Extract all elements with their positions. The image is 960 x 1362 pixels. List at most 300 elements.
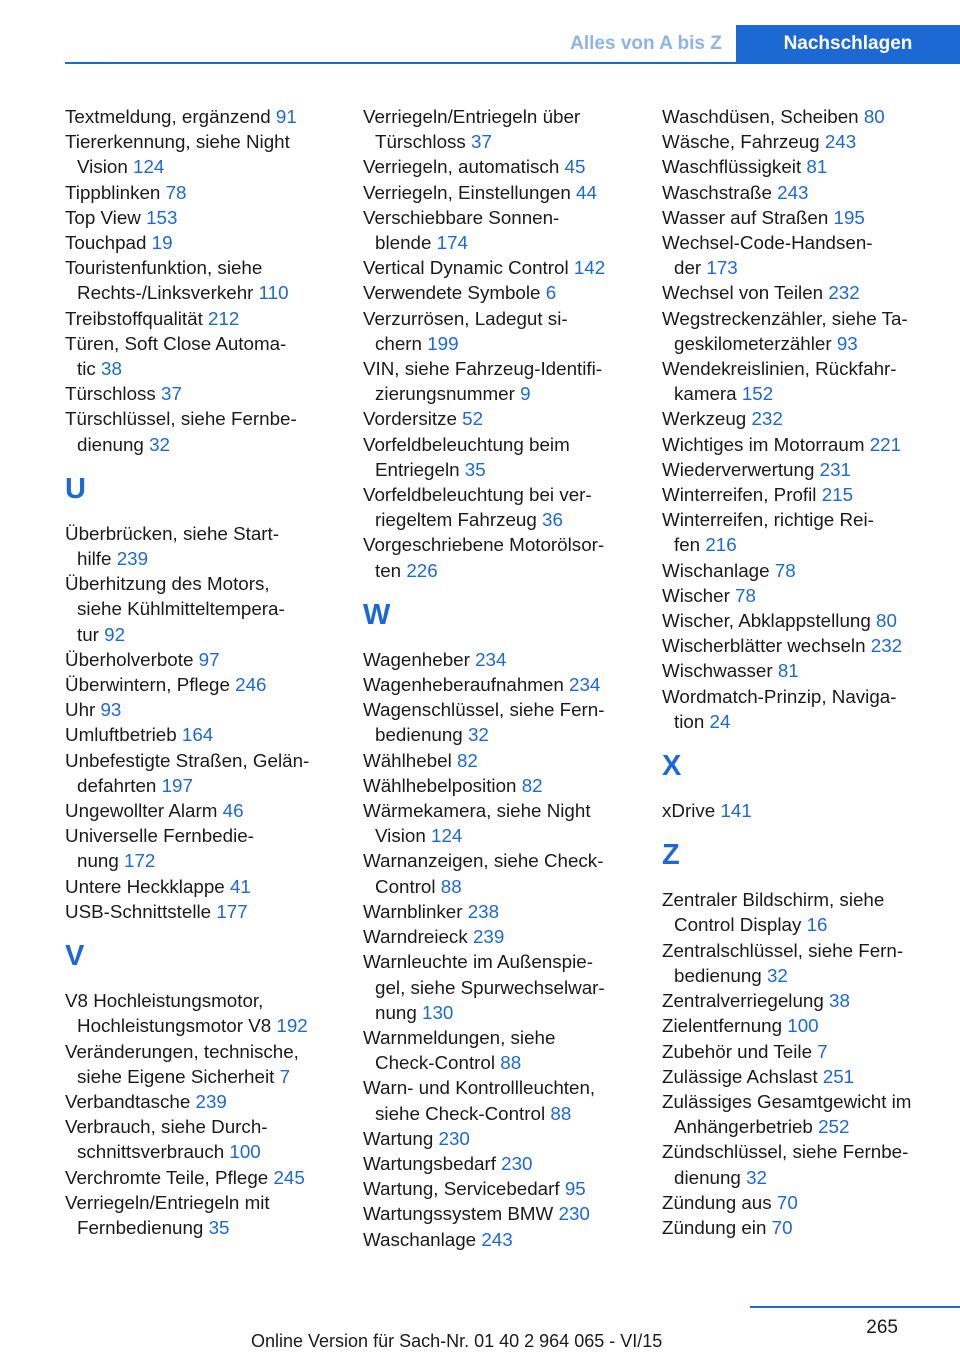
index-entry-text: nung [77, 850, 119, 872]
index-entry-text: Verriegeln, automatisch [363, 156, 560, 178]
index-entry-text: Waschdüsen, Scheiben [662, 106, 859, 127]
index-entry [363, 406, 635, 431]
index-entry [363, 647, 635, 672]
index-letter-heading: Z [662, 839, 680, 872]
index-entry [65, 748, 337, 798]
index-page-link[interactable]: 246 [235, 674, 267, 696]
index-entry [662, 129, 952, 154]
index-entry-text: Vorfeldbeleuchtung beim [363, 433, 570, 455]
index-entry [363, 432, 635, 482]
index-page-link[interactable]: 81 [806, 156, 828, 178]
index-entry [662, 938, 952, 988]
index-entry [662, 1064, 952, 1089]
index-entry [65, 104, 337, 129]
index-entry-text: Überholverbote [65, 648, 194, 670]
index-entry [662, 507, 952, 557]
index-entry-text: Warn- und Kontrollleuchten, [363, 1077, 596, 1099]
index-entry [662, 558, 952, 583]
index-entry-text: Wartung [363, 1127, 434, 1149]
index-entry-text: Wechsel-Code-Handsen- [662, 232, 873, 254]
index-page-link[interactable]: 92 [104, 623, 126, 645]
index-entry [363, 773, 635, 798]
index-page-link[interactable]: 100 [229, 1141, 261, 1163]
index-entry-text: Universelle Fernbedie- [65, 825, 254, 847]
index-entry-text: Wählhebel [363, 749, 452, 771]
index-entry-text: xDrive [662, 800, 716, 822]
index-entry [65, 571, 337, 647]
index-entry-text: Warnleuchte im Außenspie- [363, 951, 593, 973]
index-page-link[interactable]: 215 [821, 484, 854, 506]
index-page-link[interactable]: 7 [279, 1065, 291, 1087]
index-page-link[interactable]: 70 [776, 1191, 798, 1213]
index-column-2 [363, 104, 635, 1252]
index-entry [65, 672, 337, 697]
index-entry-text: Wählhebelposition [363, 774, 517, 796]
index-entry [662, 1039, 952, 1064]
index-page-link[interactable]: 230 [501, 1152, 533, 1174]
index-entry [65, 1165, 337, 1190]
index-page-link[interactable]: 35 [464, 458, 486, 480]
index-entry-text: Verriegeln, Einstellungen [363, 181, 571, 203]
index-entry [662, 356, 952, 406]
index-page-link[interactable]: 173 [706, 257, 738, 279]
index-entry [662, 432, 952, 457]
index-entry-text: Verchromte Teile, Pflege [65, 1166, 269, 1188]
index-entry [662, 684, 952, 734]
index-entry [363, 1227, 635, 1252]
index-entry [65, 899, 337, 924]
index-page-link[interactable]: 226 [406, 559, 438, 581]
index-entry-text: Türschlüssel, siehe Fernbe- [65, 408, 297, 430]
index-entry [65, 1114, 337, 1164]
index-page-link[interactable]: 239 [472, 926, 505, 948]
index-entry-text: riegeltem Fahrzeug [375, 509, 537, 531]
index-entry-text: Wechsel von Teilen [662, 282, 824, 304]
index-entry-text: tur [77, 623, 99, 645]
index-entry-text: geskilometerzähler [674, 332, 832, 354]
index-entry-text: siehe Eigene Sicherheit [77, 1065, 275, 1087]
index-column-1 [65, 104, 337, 1240]
index-entry [363, 1025, 635, 1075]
index-page-link[interactable]: 16 [806, 914, 828, 936]
index-page-link[interactable]: 239 [195, 1090, 227, 1112]
index-entry-text: defahrten [77, 774, 157, 796]
index-page-link[interactable]: 177 [216, 900, 248, 922]
index-entry [65, 874, 337, 899]
index-entry-text: Touristenfunktion, siehe [65, 257, 263, 279]
index-entry-text: dienung [674, 1166, 741, 1188]
index-page-link[interactable]: 88 [500, 1052, 522, 1074]
index-page-link[interactable]: 221 [869, 433, 902, 455]
index-page-link[interactable]: 88 [440, 875, 462, 897]
index-page-link[interactable]: 172 [124, 850, 156, 872]
index-entry-text: Wasser auf Straßen [662, 206, 829, 228]
index-entry-text: Vorfeldbeleuchtung bei ver- [363, 484, 592, 506]
index-entry [65, 697, 337, 722]
index-entry [65, 1039, 337, 1089]
index-page-link[interactable]: 124 [133, 156, 165, 178]
index-letter-heading: X [662, 750, 682, 783]
index-page-link[interactable]: 142 [573, 257, 606, 279]
index-entry [363, 899, 635, 924]
index-entry-text: Vordersitze [363, 408, 457, 430]
index-entry [65, 1089, 337, 1114]
index-letter-heading: V [65, 940, 85, 973]
index-entry-text: VIN, siehe Fahrzeug-Identifi- [363, 358, 603, 380]
index-entry-text: Wischer [662, 584, 730, 606]
index-entry-text: siehe Kühlmitteltempera- [77, 598, 285, 620]
index-entry-text: Zulässiges Gesamtgewicht im [662, 1090, 912, 1112]
index-entry-text: Wordmatch-Prinzip, Naviga- [662, 685, 897, 707]
index-entry-text: Check-Control [375, 1052, 496, 1074]
index-entry [662, 482, 952, 507]
index-entry [662, 230, 952, 280]
index-entry-text: Türschloss [375, 131, 466, 153]
index-entry [363, 697, 635, 747]
index-entry-text: nung [375, 1001, 417, 1023]
index-entry-text: Rechts-/Linksverkehr [77, 282, 254, 304]
index-entry [363, 280, 635, 305]
index-entry [662, 1190, 952, 1215]
index-entry [363, 1201, 635, 1226]
index-page-link[interactable]: 212 [208, 307, 240, 329]
index-page-link[interactable]: 35 [208, 1216, 230, 1238]
index-entry [363, 748, 635, 773]
index-page-link[interactable]: 37 [161, 383, 182, 405]
index-entry-text: Verriegeln/Entriegeln über [363, 106, 581, 127]
index-entry-text: Verbandtasche [65, 1090, 191, 1112]
index-page-link[interactable]: 230 [438, 1127, 470, 1149]
index-entry-text: Vision [77, 156, 128, 178]
index-entry [662, 658, 952, 683]
index-entry-text: Wischer, Abklappstellung [662, 610, 871, 632]
index-entry-text: Winterreifen, richtige Rei- [662, 509, 874, 531]
index-entry-text: Verzurrösen, Ladegut si- [363, 307, 568, 329]
index-entry [65, 722, 337, 747]
index-entry [363, 1075, 635, 1125]
index-page-link[interactable]: 38 [101, 358, 122, 380]
index-entry-text: Zielentfernung [662, 1015, 783, 1037]
index-entry [363, 180, 635, 205]
index-entry [662, 1139, 952, 1189]
index-page-link[interactable]: 245 [273, 1166, 305, 1188]
index-entry-text: Werkzeug [662, 408, 747, 430]
index-entry-text: Zündschlüssel, siehe Fernbe- [662, 1141, 909, 1163]
index-page-link[interactable]: 197 [161, 774, 193, 796]
footer-rule [750, 1306, 960, 1308]
index-entry-text: Wiederverwertung [662, 458, 815, 480]
index-entry-text: Wischerblätter wechseln [662, 635, 866, 657]
index-entry-text: Veränderungen, technische, [65, 1040, 299, 1062]
index-entry [363, 949, 635, 1025]
index-entry-text: Wärmekamera, siehe Night [363, 800, 591, 822]
index-entry-text: Verbrauch, siehe Durch- [65, 1116, 268, 1138]
index-entry-text: Treibstoffqualität [65, 307, 203, 329]
index-entry [662, 583, 952, 608]
index-page-link[interactable]: 37 [471, 131, 492, 153]
index-entry-text: Wichtiges im Motorraum [662, 433, 865, 455]
index-entry [363, 154, 635, 179]
index-page-link[interactable]: 24 [709, 710, 731, 732]
index-entry-text: Wagenschlüssel, siehe Fern- [363, 699, 605, 721]
index-entry [65, 255, 337, 305]
index-page-link[interactable]: 36 [542, 509, 563, 531]
index-entry-text: Entriegeln [375, 458, 460, 480]
index-page-link[interactable]: 232 [828, 282, 860, 304]
index-entry-text: bedienung [674, 964, 762, 986]
index-page-link[interactable]: 52 [462, 408, 484, 430]
index-entry-text: Zentralschlüssel, siehe Fern- [662, 939, 904, 961]
index-entry [363, 1151, 635, 1176]
index-entry-text: Hochleistungsmotor V8 [77, 1015, 272, 1037]
index-page-link[interactable]: 78 [735, 584, 756, 606]
index-entry [662, 1215, 952, 1240]
index-entry-text: Waschanlage [363, 1228, 477, 1250]
index-page-link[interactable]: 216 [705, 534, 737, 556]
index-entry [363, 255, 635, 280]
index-entry [65, 205, 337, 230]
index-entry-text: Control Display [674, 914, 802, 936]
index-page-link[interactable]: 80 [863, 106, 885, 127]
index-entry [363, 924, 635, 949]
index-page-link[interactable]: 93 [836, 332, 858, 354]
index-entry-text: Vision [375, 825, 426, 847]
index-entry [662, 280, 952, 305]
index-entry [363, 798, 635, 848]
index-entry-text: Textmeldung, ergänzend [65, 106, 271, 127]
index-entry [363, 532, 635, 582]
index-entry [65, 180, 337, 205]
header-section-title: Alles von A bis Z [570, 33, 722, 54]
index-entry [65, 406, 337, 456]
index-page-link[interactable]: 230 [558, 1203, 590, 1225]
index-entry-text: Türen, Soft Close Automa- [65, 332, 287, 354]
index-page-link[interactable]: 153 [146, 206, 178, 228]
index-entry-text: Vorgeschriebene Motorölsor- [363, 534, 605, 556]
index-entry [65, 381, 337, 406]
header-chapter-tab: Nachschlagen [736, 25, 960, 64]
index-page-link[interactable]: 78 [774, 559, 796, 581]
index-page-link[interactable]: 81 [777, 660, 799, 682]
index-entry-text: tion [674, 710, 705, 732]
index-entry-text: hilfe [77, 548, 112, 570]
index-entry [363, 1126, 635, 1151]
index-entry-text: Anhängerbetrieb [674, 1116, 813, 1138]
index-entry-text: dienung [77, 433, 144, 455]
index-entry-text: Überhitzung des Motors, [65, 573, 270, 595]
index-entry-text: kamera [674, 383, 737, 405]
index-entry-text: Zentralverriegelung [662, 990, 824, 1012]
index-entry-text: Zentraler Bildschirm, siehe [662, 889, 885, 911]
index-entry-text: Wagenheberaufnahmen [363, 674, 564, 696]
index-entry-text: Tippblinken [65, 181, 161, 203]
index-page-link[interactable]: 164 [181, 724, 214, 746]
index-page-link[interactable]: 78 [165, 181, 187, 203]
index-column-3 [662, 104, 952, 1240]
index-entry-text: Zündung aus [662, 1191, 772, 1213]
index-entry [662, 154, 952, 179]
index-entry [662, 633, 952, 658]
page-number: 265 [866, 1317, 898, 1338]
index-page-link[interactable]: 19 [151, 232, 173, 254]
index-entry-text: Warnanzeigen, siehe Check- [363, 850, 604, 872]
index-entry-text: zierungsnummer [375, 383, 515, 405]
index-entry [363, 306, 635, 356]
index-page-link[interactable]: 95 [564, 1178, 586, 1200]
index-entry-text: Vertical Dynamic Control [363, 257, 569, 279]
index-entry-text: Zubehör und Teile [662, 1040, 813, 1062]
index-entry-text: Warnblinker [363, 900, 463, 922]
index-entry [65, 230, 337, 255]
index-entry-text: ten [375, 559, 402, 581]
index-page-link[interactable]: 243 [777, 181, 809, 203]
index-entry-text: Verriegeln/Entriegeln mit [65, 1191, 270, 1213]
index-entry-text: bedienung [375, 724, 463, 746]
index-entry-text: Zündung ein [662, 1216, 767, 1238]
index-page-link[interactable]: 46 [222, 800, 244, 822]
footer-version-text: Online Version für Sach-Nr. 01 40 2 964 065 - VI/15 [251, 1331, 663, 1351]
index-entry [65, 988, 337, 1038]
index-entry [662, 180, 952, 205]
index-page-link[interactable]: 44 [576, 181, 597, 203]
index-page-link[interactable]: 97 [198, 648, 220, 670]
index-entry-text: Control [375, 875, 436, 897]
index-entry [65, 306, 337, 331]
index-entry-text: Wischwasser [662, 660, 773, 682]
index-page-link[interactable]: 195 [833, 206, 865, 228]
index-entry-text: tic [77, 358, 96, 380]
index-entry-text: Wartung, Servicebedarf [363, 1178, 560, 1200]
index-entry [662, 406, 952, 431]
index-entry-text: Warnmeldungen, siehe [363, 1026, 556, 1048]
index-entry-text: Fernbedienung [77, 1216, 204, 1238]
index-entry [662, 608, 952, 633]
index-page-link[interactable]: 82 [521, 774, 543, 796]
index-entry [65, 331, 337, 381]
index-entry [662, 457, 952, 482]
index-entry-text: Türschloss [65, 383, 156, 405]
index-entry-text: Ungewollter Alarm [65, 800, 218, 822]
index-entry-text: Verwendete Symbole [363, 282, 541, 304]
index-page-link[interactable]: 110 [258, 282, 289, 304]
index-entry-text: Top View [65, 206, 141, 228]
index-page-link[interactable]: 141 [720, 800, 752, 822]
index-entry [363, 672, 635, 697]
index-page-link[interactable]: 7 [817, 1040, 828, 1062]
index-entry-text: Warndreieck [363, 926, 468, 948]
index-page-link[interactable]: 232 [870, 635, 903, 657]
index-entry-text: der [674, 257, 702, 279]
index-entry-text: chern [375, 332, 422, 354]
index-entry-text: Untere Heckklappe [65, 875, 225, 897]
index-entry [662, 1089, 952, 1139]
index-entry [363, 356, 635, 406]
index-entry-text: Waschflüssigkeit [662, 156, 802, 178]
index-page-link[interactable]: 231 [819, 458, 851, 480]
index-letter-heading: W [363, 598, 391, 631]
index-page-link[interactable]: 199 [427, 332, 459, 354]
index-page-link[interactable]: 32 [746, 1166, 767, 1188]
index-page-link[interactable]: 243 [481, 1228, 513, 1250]
index-entry-text: V8 Hochleistungsmotor, [65, 990, 264, 1012]
index-page-link[interactable]: 6 [545, 282, 557, 304]
index-page-link[interactable]: 32 [766, 964, 788, 986]
index-entry [662, 798, 952, 823]
index-page-link[interactable]: 252 [818, 1116, 850, 1138]
index-page-link[interactable]: 80 [876, 610, 897, 632]
index-page-link[interactable]: 45 [564, 156, 586, 178]
index-page-link[interactable]: 174 [436, 232, 468, 254]
index-page-link[interactable]: 192 [276, 1015, 308, 1037]
index-entry [65, 823, 337, 873]
index-entry-text: siehe Check-Control [375, 1102, 546, 1124]
index-page-link[interactable]: 100 [787, 1015, 819, 1037]
index-page-link[interactable]: 70 [771, 1216, 793, 1238]
index-page-link[interactable]: 130 [422, 1001, 454, 1023]
index-page-link[interactable]: 239 [116, 548, 149, 570]
index-entry-text: Tiererkennung, siehe Night [65, 131, 290, 153]
index-entry-text: Unbefestigte Straßen, Gelän- [65, 749, 310, 771]
index-page-link[interactable]: 93 [100, 699, 122, 721]
index-entry-text: Winterreifen, Profil [662, 484, 817, 506]
index-entry-text: Wegstreckenzähler, siehe Ta- [662, 307, 908, 329]
index-page-link[interactable]: 152 [741, 383, 774, 405]
index-page-link[interactable]: 9 [520, 383, 531, 405]
index-entry [662, 1013, 952, 1038]
index-page-link[interactable]: 32 [467, 724, 489, 746]
index-entry-text: schnittsverbrauch [77, 1141, 225, 1163]
index-entry-text: Überbrücken, siehe Start- [65, 522, 279, 544]
index-page-link[interactable]: 124 [431, 825, 463, 847]
index-page-link[interactable]: 251 [822, 1065, 855, 1087]
index-page-link[interactable]: 32 [149, 433, 170, 455]
index-entry [662, 306, 952, 356]
index-page-link[interactable]: 234 [475, 648, 507, 670]
index-page-link[interactable]: 38 [829, 990, 850, 1012]
index-entry [662, 988, 952, 1013]
index-page-link[interactable]: 232 [751, 408, 783, 430]
index-entry-text: fen [674, 534, 701, 556]
index-entry [662, 205, 952, 230]
index-entry-text: Umluftbetrieb [65, 724, 177, 746]
index-letter-heading: U [65, 472, 86, 505]
index-entry-text: gel, siehe Spurwechselwar- [375, 976, 605, 998]
index-entry-text: Wischanlage [662, 559, 770, 581]
index-entry [662, 887, 952, 937]
index-entry [662, 104, 952, 129]
index-page-link[interactable]: 41 [229, 875, 251, 897]
index-page-link[interactable]: 91 [275, 106, 297, 127]
index-page-link[interactable]: 243 [824, 131, 857, 153]
index-entry [363, 1176, 635, 1201]
index-entry-text: blende [375, 232, 432, 254]
index-page-link[interactable]: 82 [456, 749, 478, 771]
index-page-link[interactable]: 234 [569, 674, 601, 696]
index-entry-text: Waschstraße [662, 181, 772, 203]
index-entry-text: Uhr [65, 699, 96, 721]
index-page-link[interactable]: 238 [467, 900, 500, 922]
index-entry-text: Wendekreislinien, Rückfahr- [662, 358, 897, 380]
index-entry [65, 521, 337, 571]
index-entry-text: Wagenheber [363, 648, 470, 670]
index-entry-text: Wartungssystem BMW [363, 1203, 554, 1225]
index-entry-text: Wartungsbedarf [363, 1152, 496, 1174]
index-entry [65, 647, 337, 672]
index-entry [65, 1190, 337, 1240]
index-entry [363, 482, 635, 532]
index-entry-text: Verschiebbare Sonnen- [363, 206, 560, 228]
index-page-link[interactable]: 88 [550, 1102, 572, 1124]
